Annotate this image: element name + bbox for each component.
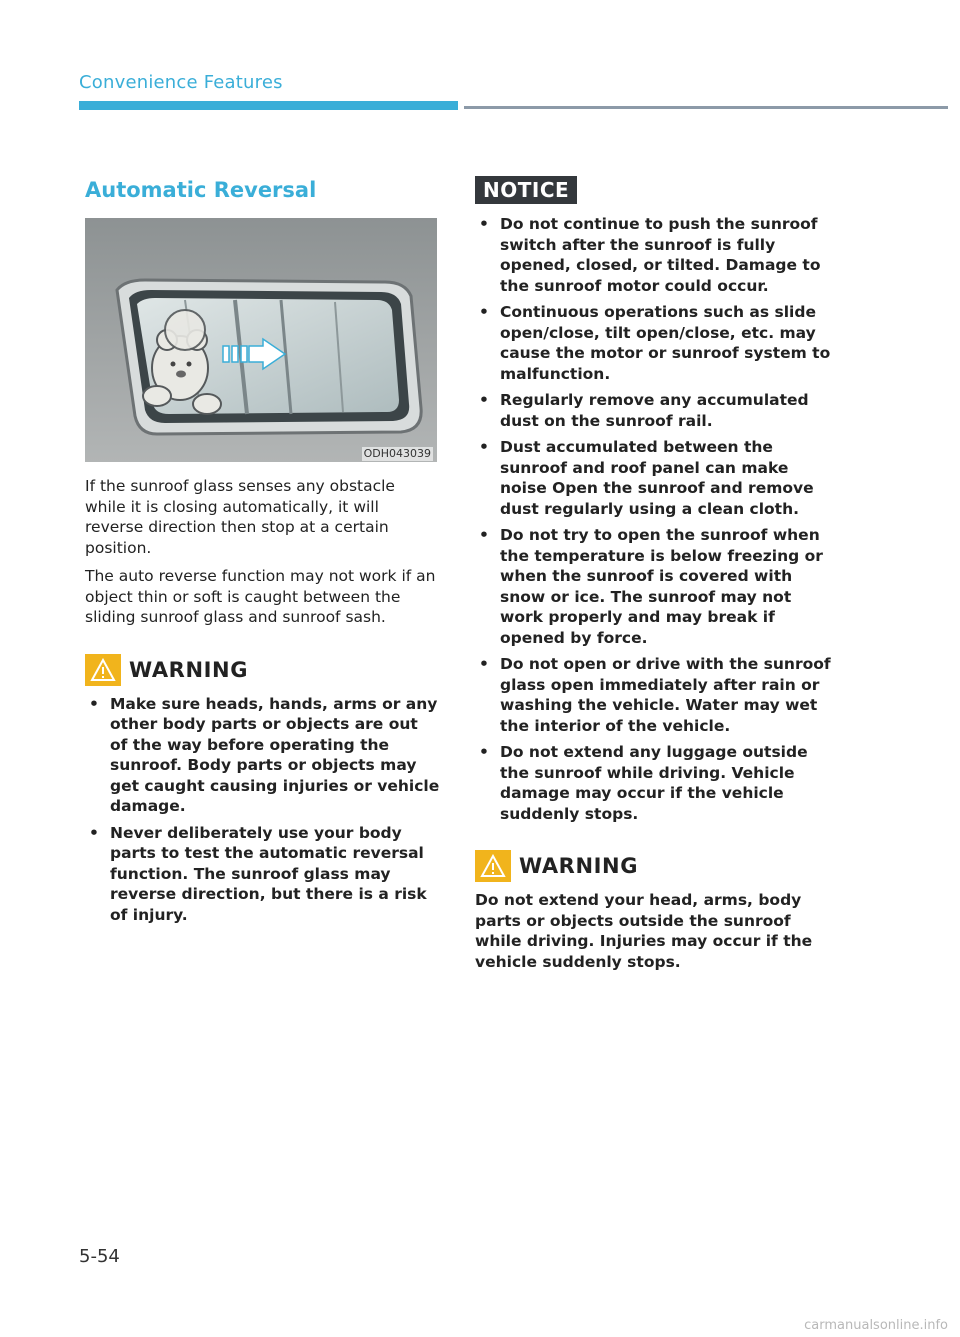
list-item: • Dust accumulated between the sunroof and roof panel can make noise Open the sunroof and remove dust regularly using a clean cloth. — [475, 437, 835, 519]
warning-text: Do not extend your head, arms, body parts or objects outside the sunroof while driving. Injuries may occur if the vehicle suddenly stops. — [475, 891, 813, 971]
paragraph: The auto reverse function may not work if an object thin or soft is caught between the sliding sunroof glass and sunroof sash. — [85, 567, 436, 626]
notice-badge: NOTICE — [475, 176, 577, 204]
warning-heading — [85, 654, 440, 686]
sunroof-drawing — [85, 218, 437, 462]
header-rule — [464, 106, 948, 109]
warning-icon — [85, 654, 121, 686]
list-item: • Do not try to open the sunroof when the temperature is below freezing or when the sunroof is covered with snow or ice. The sunroof may not work properly and may break if opened by force. — [475, 525, 835, 648]
list-item: • Regularly remove any accumulated dust on the sunroof rail. — [475, 390, 835, 431]
watermark: carmanualsonline.info — [804, 1318, 948, 1333]
header-accent-bar — [79, 101, 458, 110]
list-item: • Do not continue to push the sunroof switch after the sunroof is fully opened, closed, or tilted. Damage to the sunroof motor could occur. — [475, 214, 835, 296]
warning-label: WARNING — [519, 854, 639, 878]
list-item: • Never deliberately use your body parts to test the automatic reversal function. The sunroof glass may reverse direction, but there is a risk of injury. — [85, 823, 440, 926]
sunroof-illustration — [85, 218, 437, 462]
figure-code: ODH043039 — [363, 447, 431, 460]
list-item: • Do not open or drive with the sunroof glass open immediately after rain or washing the vehicle. Water may wet the interior of the vehicle. — [475, 654, 835, 736]
warning-icon — [475, 850, 511, 882]
section-title: Convenience Features — [79, 72, 283, 93]
left-column — [85, 178, 440, 931]
list-item: • Do not extend any luggage outside the sunroof while driving. Vehicle damage may occur if the vehicle suddenly stops. — [475, 742, 835, 824]
warning-label: WARNING — [129, 657, 249, 682]
right-column — [475, 176, 835, 972]
warning-heading — [475, 850, 835, 882]
notice-list — [475, 214, 835, 824]
list-item: • Make sure heads, hands, arms or any other body parts or objects are out of the way before operating the sunroof. Body parts or objects may get caught causing injuries or vehicle damage. — [85, 694, 440, 817]
page-number: 5-54 — [79, 1246, 120, 1267]
warning-list — [85, 694, 440, 926]
topic-title: Automatic Reversal — [85, 178, 317, 202]
paragraph: If the sunroof glass senses any obstacle while it is closing automatically, it will reverse direction then stop at a certain position. — [85, 477, 395, 557]
list-item: • Continuous operations such as slide open/close, tilt open/close, etc. may cause the motor or sunroof system to malfunction. — [475, 302, 835, 384]
